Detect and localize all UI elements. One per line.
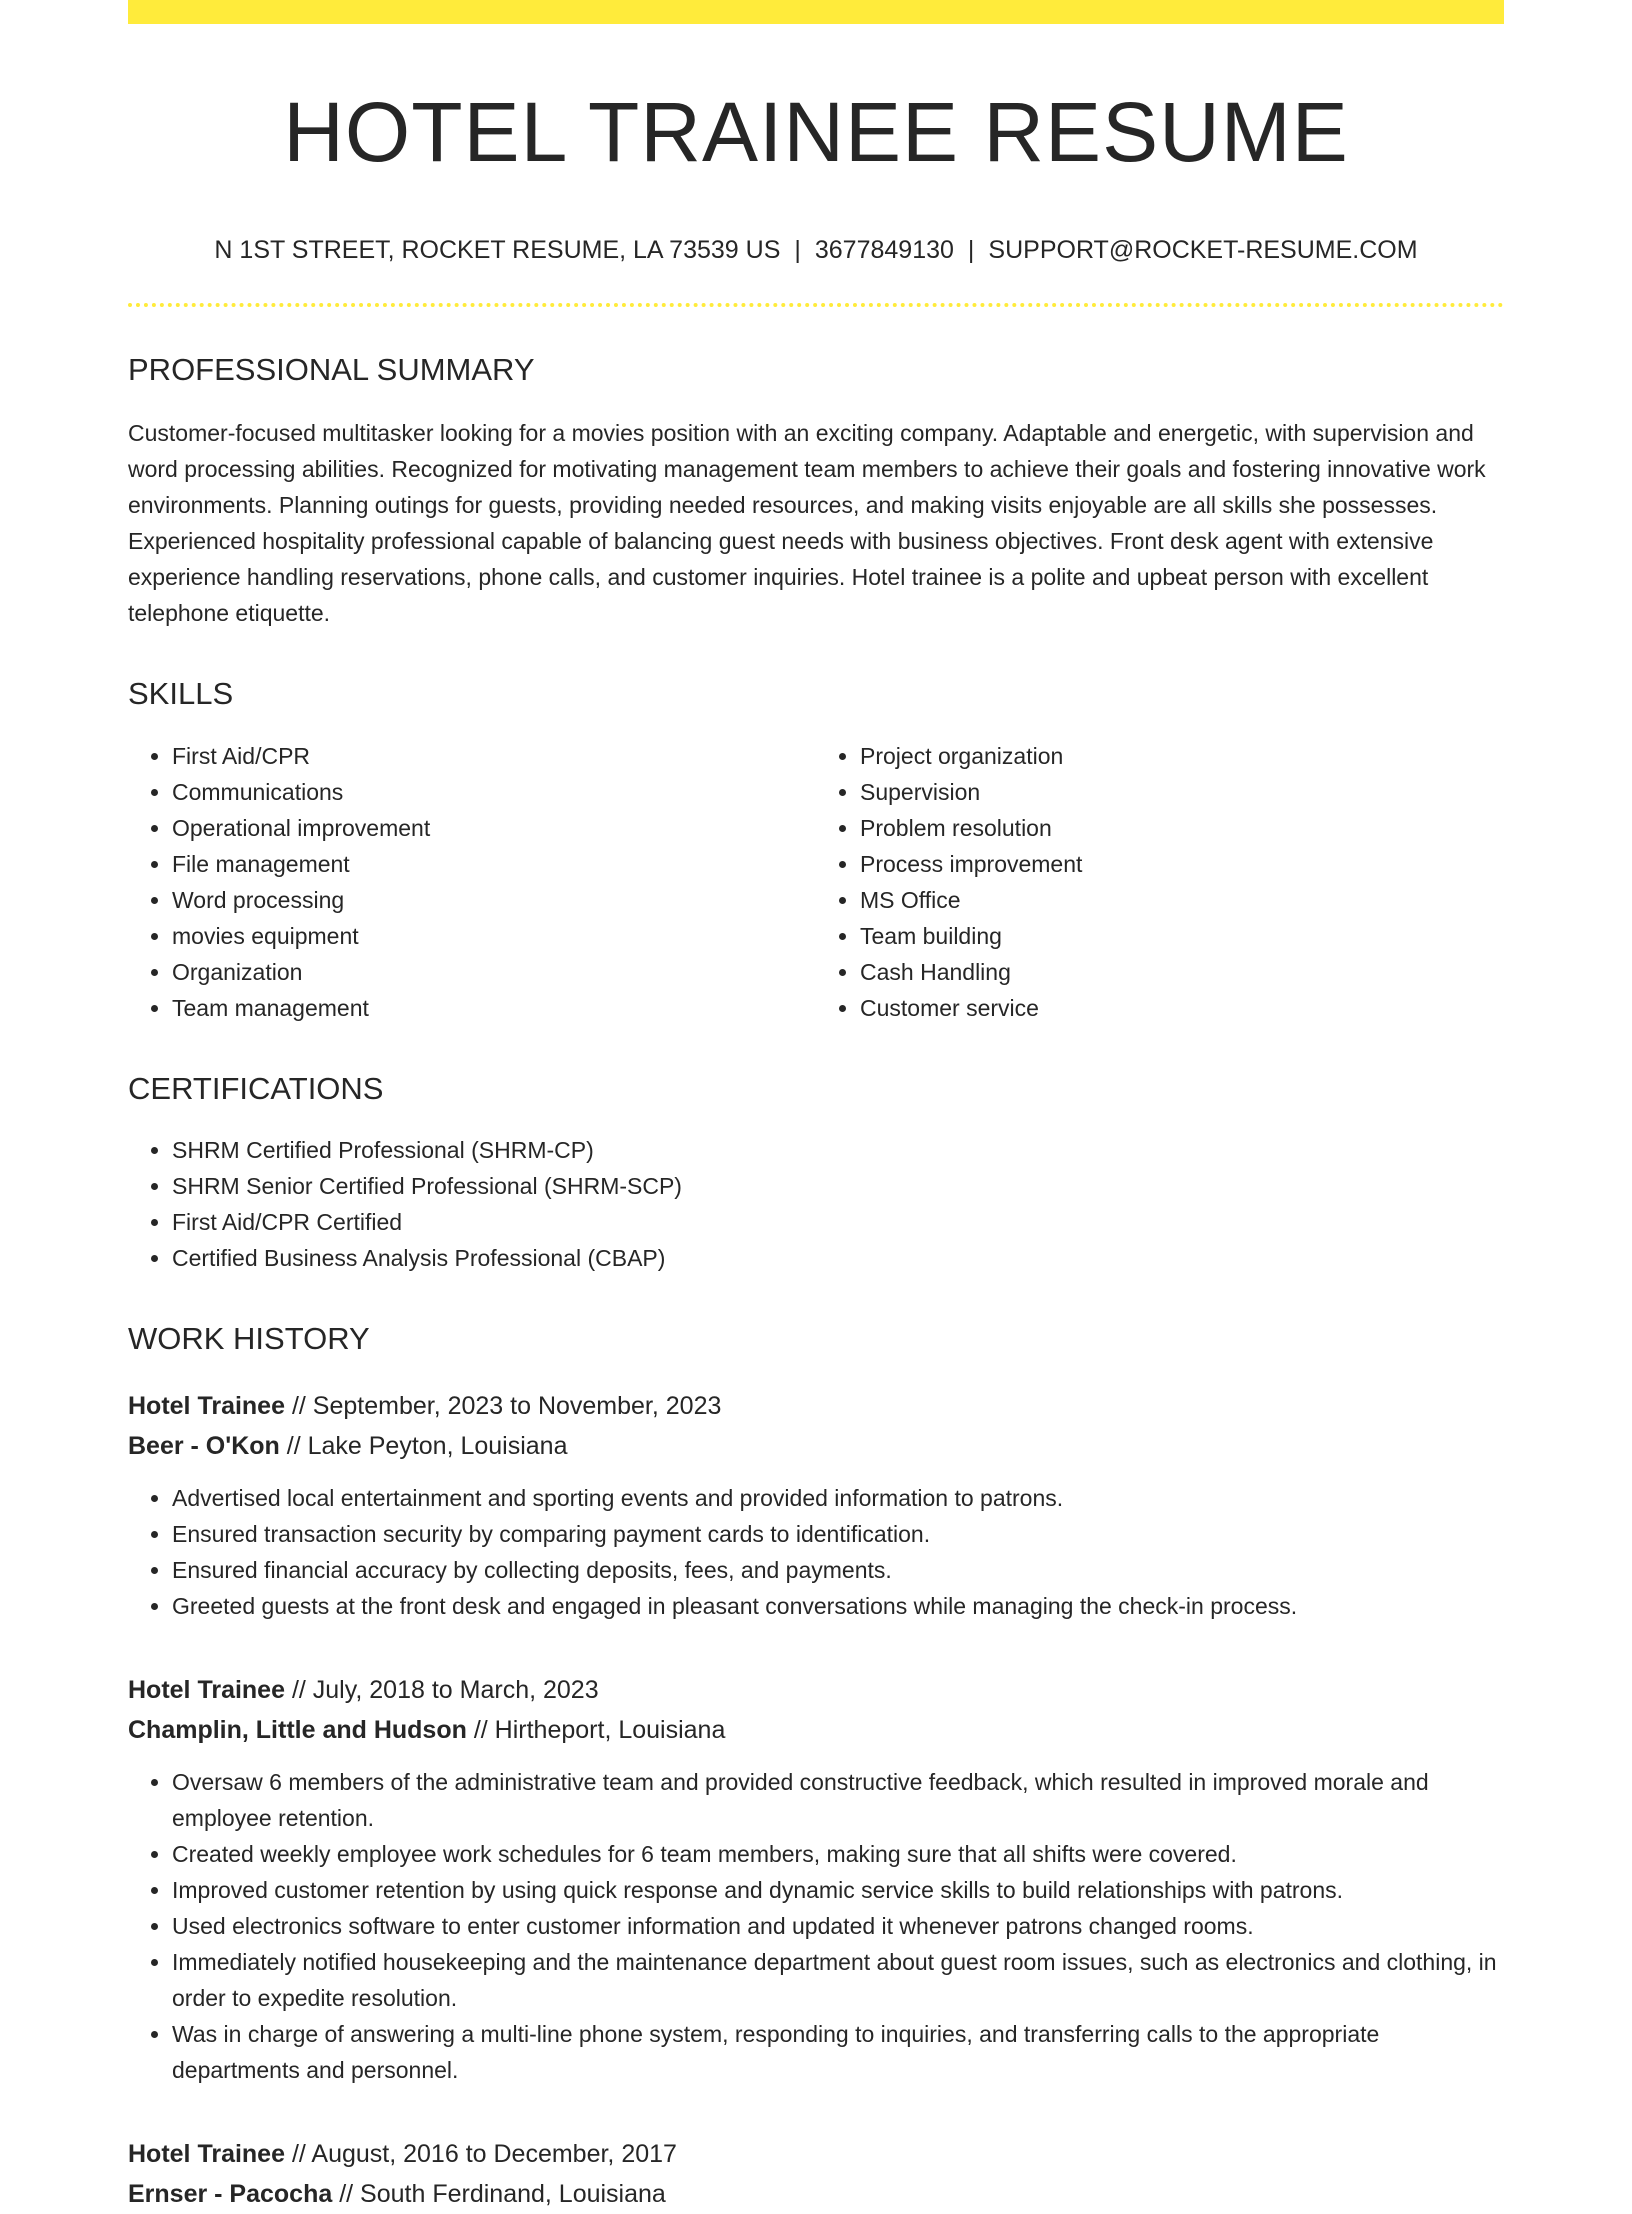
job-entry (128, 2134, 1504, 2214)
contact-phone[interactable]: 3677849130 (814, 236, 954, 265)
job-bullet: • Ensured transaction security by comparing payment cards to identification. (172, 1516, 1504, 1552)
job-company: Beer - O'Kon (128, 1431, 280, 1460)
work-history-section (128, 1322, 1504, 2214)
contact-separator: | (967, 236, 975, 265)
job-bullets (128, 1480, 1504, 1624)
contact-line (128, 236, 1504, 265)
skill-item: • Problem resolution (860, 810, 1504, 846)
skills-list-left (128, 738, 816, 1026)
job-bullet: • Advertised local entertainment and sporting events and provided information to patrons. (172, 1480, 1504, 1516)
certification-item: • First Aid/CPR Certified (172, 1204, 1504, 1240)
summary-text: Customer-focused multitasker looking for a movies position with an exciting company. Adaptable and energetic, with supervision and word processing abilities. Recognized for motivating management team members to achieve their goals and fostering innovative work environments. Planning outings for guests, providing needed resources, and making visits enjoyable are all skills she possesses. Experienced hospitality professional capable of balancing guest needs with business objectives. Front desk agent with extensive experience handling reservations, phone calls, and customer inquiries. Hotel trainee is a polite and upbeat person with excellent telephone etiquette. (128, 420, 1486, 627)
skills-section (128, 677, 1504, 1025)
job-company-line (128, 1426, 1504, 1466)
dotted-divider (128, 303, 1504, 307)
resume-page (128, 0, 1504, 2214)
contact-address: N 1ST STREET, ROCKET RESUME, LA 73539 US (214, 236, 781, 265)
resume-title: HOTEL TRAINEE RESUME (283, 85, 1349, 179)
skill-item: • movies equipment (172, 918, 816, 954)
job-bullet: • Improved customer retention by using quick response and dynamic service skills to build relationships with patrons. (172, 1872, 1504, 1908)
certification-item: • SHRM Certified Professional (SHRM-CP) (172, 1132, 1504, 1168)
certifications-heading: CERTIFICATIONS (128, 1070, 384, 1106)
job-location: // Hirtheport, Louisiana (466, 1715, 726, 1744)
job-bullet: • Immediately notified housekeeping and the maintenance department about guest room issues, such as electronics and clothing, in order to expedite resolution. (172, 1944, 1504, 2016)
job-location: // Lake Peyton, Louisiana (279, 1431, 568, 1460)
certifications-section (128, 1072, 1504, 1276)
certifications-list (128, 1132, 1504, 1276)
skill-item: • Organization (172, 954, 816, 990)
skill-item: • First Aid/CPR (172, 738, 816, 774)
summary-section (128, 353, 1504, 631)
skill-item: • MS Office (860, 882, 1504, 918)
job-entry (128, 1386, 1504, 1624)
skills-list-right (816, 738, 1504, 1026)
job-company-line (128, 1710, 1504, 1750)
skill-item: • Operational improvement (172, 810, 816, 846)
work-history-heading: WORK HISTORY (128, 1320, 370, 1356)
skills-heading: SKILLS (128, 676, 234, 712)
contact-email[interactable]: SUPPORT@ROCKET-RESUME.COM (988, 236, 1418, 265)
skill-item: • Process improvement (860, 846, 1504, 882)
skill-item: • Team management (172, 990, 816, 1026)
skill-item: • Supervision (860, 774, 1504, 810)
job-entry (128, 1670, 1504, 2088)
job-company: Champlin, Little and Hudson (128, 1715, 467, 1744)
skill-item: • Team building (860, 918, 1504, 954)
job-bullet: • Used electronics software to enter customer information and updated it whenever patrons changed rooms. (172, 1908, 1504, 1944)
certification-item: • SHRM Senior Certified Professional (SHRM-SCP) (172, 1168, 1504, 1204)
job-bullet: • Greeted guests at the front desk and engaged in pleasant conversations while managing the check-in process. (172, 1588, 1504, 1624)
job-company: Ernser - Pacocha (128, 2179, 333, 2208)
summary-heading: PROFESSIONAL SUMMARY (128, 352, 535, 388)
job-role: Hotel Trainee (128, 1675, 285, 1704)
skill-item: • File management (172, 846, 816, 882)
job-dates: // July, 2018 to March, 2023 (285, 1675, 599, 1704)
job-dates: // August, 2016 to December, 2017 (285, 2139, 677, 2168)
skill-item: • Project organization (860, 738, 1504, 774)
job-dates: // September, 2023 to November, 2023 (285, 1391, 722, 1420)
job-role-line (128, 1386, 1504, 1426)
job-bullet: • Was in charge of answering a multi-line phone system, responding to inquiries, and transferring calls to the appropriate departments and personnel. (172, 2016, 1504, 2088)
job-company-line (128, 2174, 1504, 2214)
job-role: Hotel Trainee (128, 2139, 285, 2168)
skill-item: • Customer service (860, 990, 1504, 1026)
skill-item: • Cash Handling (860, 954, 1504, 990)
contact-separator: | (794, 236, 801, 265)
skills-columns (128, 738, 1504, 1026)
skill-item: • Word processing (172, 882, 816, 918)
job-role-line (128, 1670, 1504, 1710)
job-location: // South Ferdinand, Louisiana (332, 2179, 666, 2208)
job-bullets (128, 1764, 1504, 2088)
job-role: Hotel Trainee (128, 1391, 285, 1420)
top-accent-bar (128, 0, 1504, 24)
job-bullet: • Ensured financial accuracy by collecting deposits, fees, and payments. (172, 1552, 1504, 1588)
skill-item: • Communications (172, 774, 816, 810)
job-bullet: • Created weekly employee work schedules for 6 team members, making sure that all shifts were covered. (172, 1836, 1504, 1872)
job-bullet: • Oversaw 6 members of the administrative team and provided constructive feedback, which resulted in improved morale and employee retention. (172, 1764, 1504, 1836)
job-role-line (128, 2134, 1504, 2174)
certification-item: • Certified Business Analysis Professional (CBAP) (172, 1240, 1504, 1276)
